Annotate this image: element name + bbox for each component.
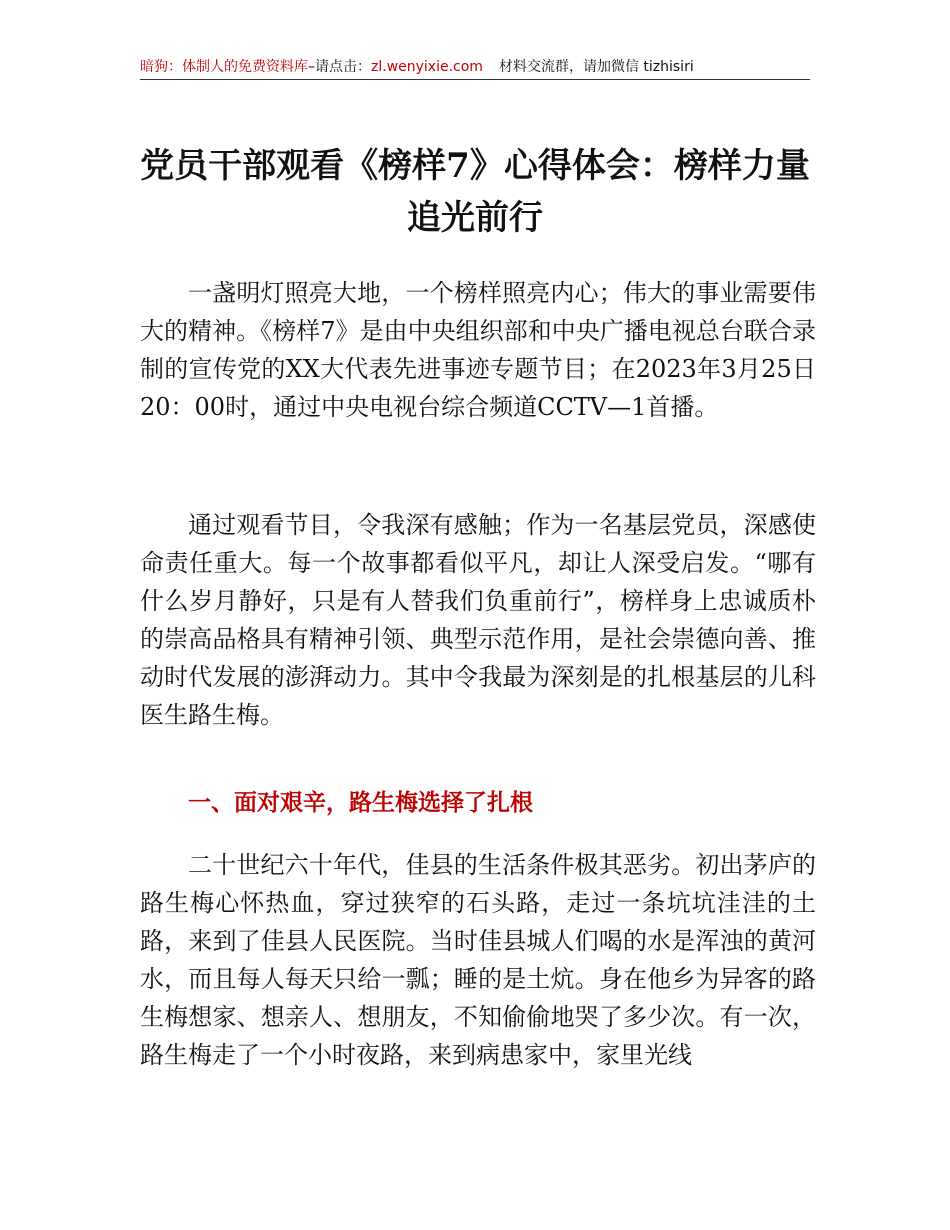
header-contact: 材料交流群，请加微信 tizhisiri <box>498 59 694 75</box>
paragraph-story: 二十世纪六十年代，佳县的生活条件极其恶劣。初出茅庐的路生梅心怀热血，穿过狭窄的石头路，走过一条坑坑洼洼的土路，来到了佳县人民医院。当时佳县城人们喝的水是浑浊的黄河水，而且每人每天只给一瓢；睡的是土炕。身在他乡为异客的路生梅想家、想亲人、想朋友，不知偷偷地哭了多少次。有一次，路生梅走了一个小时夜路，来到病患家中，家里光线 <box>140 851 816 1069</box>
page-header <box>140 56 810 78</box>
header-divider <box>140 79 810 80</box>
paragraph-reflection: 通过观看节目，令我深有感触；作为一名基层党员，深感使命责任重大。每一个故事都看似平凡，却让人深受启发。“哪有什么岁月静好，只是有人替我们负重前行”，榜样身上忠诚质朴的崇高品格具有精神引领、典型示范作用，是社会崇德向善、推动时代发展的澎湃动力。其中令我最为深刻是的扎根基层的儿科医生路生梅。 <box>140 511 816 729</box>
header-url-link[interactable]: zl.wenyixie.com <box>371 59 483 75</box>
section-heading: 一、面对艰辛，路生梅选择了扎根 <box>188 790 533 816</box>
header-site-label: 暗狗：体制人的免费资料库 <box>140 59 308 75</box>
paragraph-intro: 一盏明灯照亮大地，一个榜样照亮内心；伟大的事业需要伟大的精神。《榜样7》是由中央组织部和中央广播电视总台联合录制的宣传党的XX大代表先进事迹专题节目；在2023年3月25日20：00时，通过中央电视台综合频道CCTV—1首播。 <box>140 279 816 421</box>
header-click-prompt: –请点击： <box>308 59 371 75</box>
document-title: 党员干部观看《榜样7》心得体会：榜样力量追光前行 <box>140 146 810 238</box>
